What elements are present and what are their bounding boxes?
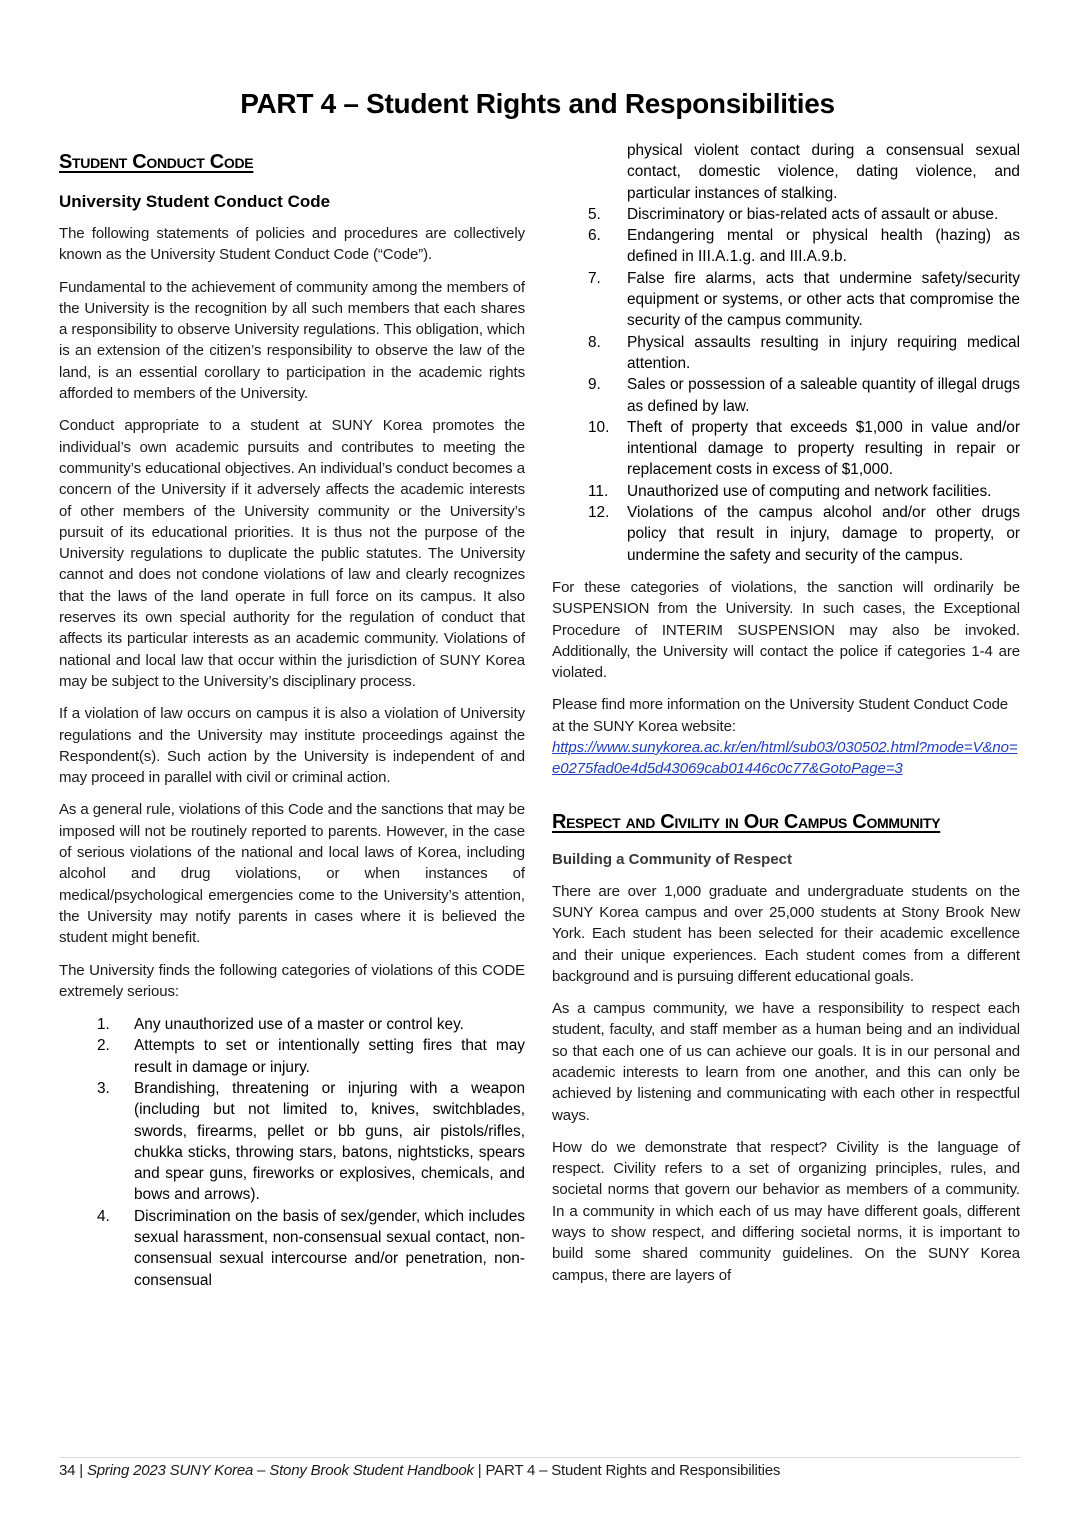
list-item [552,268,1020,332]
list-number: 7. [588,269,601,287]
list-text: Endangering mental or physical health (hazing) as defined in III.A.1.g. and III.A.9.b. [627,227,1020,266]
list-text: Violations of the campus alcohol and/or other drugs policy that result in injury, damage to property, or undermine the safety and security of the campus. [627,504,1020,564]
footer-separator: | [75,1462,87,1479]
paragraph-categories-intro: The University finds the following categories of violations of this CODE extremely serious: [59,961,525,1000]
sub-heading-building-community: Building a Community of Respect [552,850,793,868]
list-text: Theft of property that exceeds $1,000 in value and/or intentional damage to property resulting in repair or replacement costs in excess of $1,000. [627,418,1020,479]
list-number: 10. [588,418,610,436]
list-number: 6. [588,227,601,245]
paragraph-fundamental: Fundamental to the achievement of community among the members of the University is the recognition by all such members that each shares a responsibility to observe University regulations. This obligation, which is an extension of the citizen’s responsibility to observe the law of the land, is an essential corollary to participation in the academic rights afforded to members of the University. [59,278,525,403]
list-item [552,374,1020,417]
section-heading-student-conduct-code: Student Conduct Code [59,151,254,173]
list-text: Unauthorized use of computing and network facilities. [627,482,992,500]
more-info-text: Please find more information on the University Student Conduct Code at the SUNY Korea website: [552,696,1009,735]
footer-section-title: PART 4 – Student Rights and Responsibilities [485,1462,781,1479]
list-number: 2. [97,1037,110,1055]
paragraph-more-info [552,694,1020,779]
list-item [552,481,1020,502]
list-number: 5. [588,205,601,223]
list-number: 9. [588,376,601,394]
section-heading-respect-and-civility: Respect and Civility in Our Campus Community [552,810,941,833]
paragraph-civility: How do we demonstrate that respect? Civility is the language of respect. Civility refers to a set of organizing principles, rules, and societal norms that govern our behavior as members of a community. In a community in which each of us may have different goals, different ways to show respect, and differing societal norms, it is important to build some shared community guidelines. On the SUNY Korea campus, there are layers of [552,1138,1020,1284]
list-text: Physical assaults resulting in injury requiring medical attention. [627,333,1020,372]
list-item [59,1206,525,1291]
list-item [59,1035,525,1078]
violations-list-part-1 [59,1014,525,1291]
sub-heading-university-student-conduct-code: University Student Conduct Code [59,192,331,211]
page-footer [59,1462,780,1479]
footer-separator: | [473,1462,486,1479]
list-number: 4. [97,1207,110,1225]
publication-title: Spring 2023 SUNY Korea – Stony Brook Student Handbook [86,1462,474,1479]
list-item [552,225,1020,268]
conduct-code-website-link[interactable]: https://www.sunykorea.ac.kr/en/html/sub03/030502.html?mode=V&no=e0275fad0e4d5d43069cab01446c0c77&GotoPage=3 [552,739,1018,778]
list-text: Discriminatory or bias-related acts of assault or abuse. [627,205,999,223]
left-column [59,148,525,1291]
paragraph-intro: The following statements of policies and procedures are collectively known as the University Student Conduct Code (“Code”). [59,225,525,264]
paragraph-violation-of-law: If a violation of law occurs on campus it is also a violation of University regulations and the University may institute proceedings against the Respondent(s). Such action by the University is independent of and may proceed in parallel with civil or criminal action. [59,705,525,787]
list-item [552,417,1020,481]
list-text: False fire alarms, acts that undermine safety/security equipment or systems, or other acts that compromise the security of the campus community. [627,269,1020,330]
list-text: Brandishing, threatening or injuring with a weapon (including but not limited to, knives, switchblades, swords, firearms, pellet or bb guns, air pistols/rifles, chukka sticks, throwing stars, batons, nightsticks, spears and spear guns, fireworks or explosives, chemicals, and bows and arrows). [134,1079,525,1204]
list-number: 8. [588,333,601,351]
list-item [59,1078,525,1206]
paragraph-general-rule: As a general rule, violations of this Code and the sanctions that may be imposed will not be routinely reported to parents. However, in the case of serious violations of the national and local laws of Korea, including alcohol and drug violations, or when instances of medical/psychological emergencies come to the University’s attention, the University may notify parents in cases where it is believed the student might benefit. [59,801,525,947]
right-column [552,140,1020,1297]
page-title: PART 4 – Student Rights and Responsibilities [240,88,835,119]
list-number: 11. [588,482,609,500]
paragraph-students-count: There are over 1,000 graduate and undergraduate students on the SUNY Korea campus and over 25,000 students at Stony Brook New York. Each student has been selected for their academic excellence and their unique experiences. Each student comes from a different background and is pursuing different educational goals. [552,882,1020,985]
list-text: Sales or possession of a saleable quantity of illegal drugs as defined by law. [627,376,1020,415]
paragraph-conduct-appropriate: Conduct appropriate to a student at SUNY Korea promotes the individual’s own academic pursuits and contributes to meeting the community’s educational objectives. An individual’s conduct becomes a concern of the University if it adversely affects the academic interests of other members of the University community or the University’s pursuit of its educational priorities. It is thus not the purpose of the University regulations to duplicate the public statutes. The University cannot and does not condone violations of law and clearly recognizes that the laws of the land operate in full force on its campus. It also reserves its own special authority for the regulation of conduct that affects its particular interests as an academic community. Violations of national and local law that occur within the jurisdiction of SUNY Korea may be subject to the University’s disciplinary process. [59,417,525,690]
violations-list-part-2 [552,204,1020,566]
list-number: 3. [97,1079,110,1097]
list-item [552,332,1020,375]
list-number: 1. [97,1016,110,1034]
list-text: Any unauthorized use of a master or control key. [134,1016,464,1034]
footer-divider [59,1457,1021,1458]
list-item [552,502,1020,566]
list-item [59,1014,525,1035]
list-text: Attempts to set or intentionally setting fires that may result in damage or injury. [134,1037,525,1076]
paragraph-sanction: For these categories of violations, the sanction will ordinarily be SUSPENSION from the University. In such cases, the Exceptional Procedure of INTERIM SUSPENSION may also be invoked. Additionally, the University will contact the police if categories 1-4 are violated. [552,578,1020,682]
paragraph-campus-responsibility: As a campus community, we have a responsibility to respect each student, faculty, and staff member as a human being and an individual so that each one of us can achieve our goals. It is in our personal and academic interests to learn from one another, and this can only be achieved by listening and communicating with each other in respectful ways. [552,1000,1020,1124]
list-text: Discrimination on the basis of sex/gender, which includes sexual harassment, non-consensual sexual contact, non-consensual sexual intercourse and/or penetration, non-consensual [134,1207,525,1289]
list-number: 12. [588,504,610,522]
page-number: 34 [59,1462,76,1479]
list-item [552,204,1020,225]
violation-4-continued: physical violent contact during a consensual sexual contact, domestic violence, dating violence, and particular instances of stalking. [627,142,1020,202]
